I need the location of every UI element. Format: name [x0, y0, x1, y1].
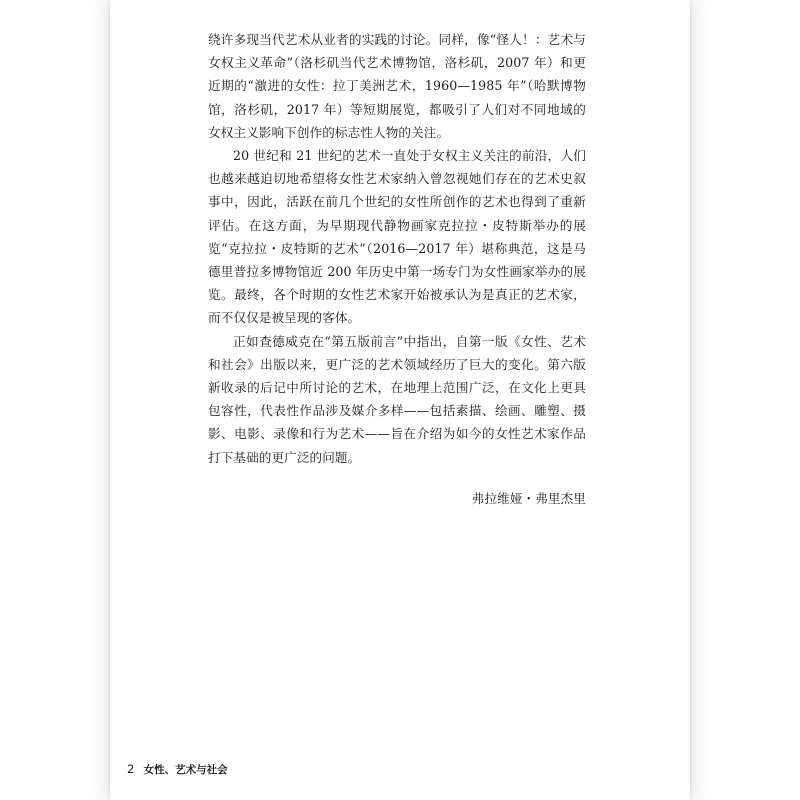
page-number: 2 [127, 762, 135, 776]
paragraph-sixth-edition: 正如查德威克在“第五版前言”中指出，自第一版《女性、艺术和社会》出版以来，更广泛的艺术领域经历了巨大的变化。第六版新收录的后记中所讨论的艺术，在地理上范围广泛，在文化上更具包容性，代表性作品涉及媒介多样——包括素描、绘画、雕塑、摄影、电影、录像和行为艺术——旨在介绍为如今的女性艺术家作品打下基础的更广泛的问题。 [208, 333, 586, 465]
body-text [208, 28, 586, 510]
paragraph-twentieth-century-art: 20 世纪和 21 世纪的艺术一直处于女权主义关注的前沿，人们也越来越迫切地希望将女性艺术家纳入曾忽视她们存在的艺术史叙事中，因此，活跃在前几个世纪的女性所创作的艺术也得到了重新评估。在这方面，为早期现代静物画家克拉拉・皮特斯举办的展览“克拉拉・皮特斯的艺术”（2016—2017 年）堪称典范，这是马德里普拉多博物馆近 200 年历史中第一场专门为女性画家举办的展览。最终，各个时期的女性艺术家开始被承认为是真正的艺术家，而不仅仅是被呈现的客体。 [208, 148, 586, 326]
book-page [110, 0, 690, 800]
author-signature: 弗拉维娅・弗里杰里 [471, 490, 586, 506]
paragraph-continued: 绕许多现当代艺术从业者的实践的讨论。同样，像“怪人！：艺术与女权主义革命”（洛杉矶当代艺术博物馆，洛杉矶，2007 年）和更近期的“激进的女性：拉丁美洲艺术，1960—1985 年”（哈默博物馆，洛杉矶，2017 年）等短期展览，都吸引了人们对不同地域的女权主义影响下创作的标志性人物的关注。 [208, 32, 586, 140]
page-footer [127, 762, 228, 777]
running-title: 女性、艺术与社会 [143, 764, 228, 776]
